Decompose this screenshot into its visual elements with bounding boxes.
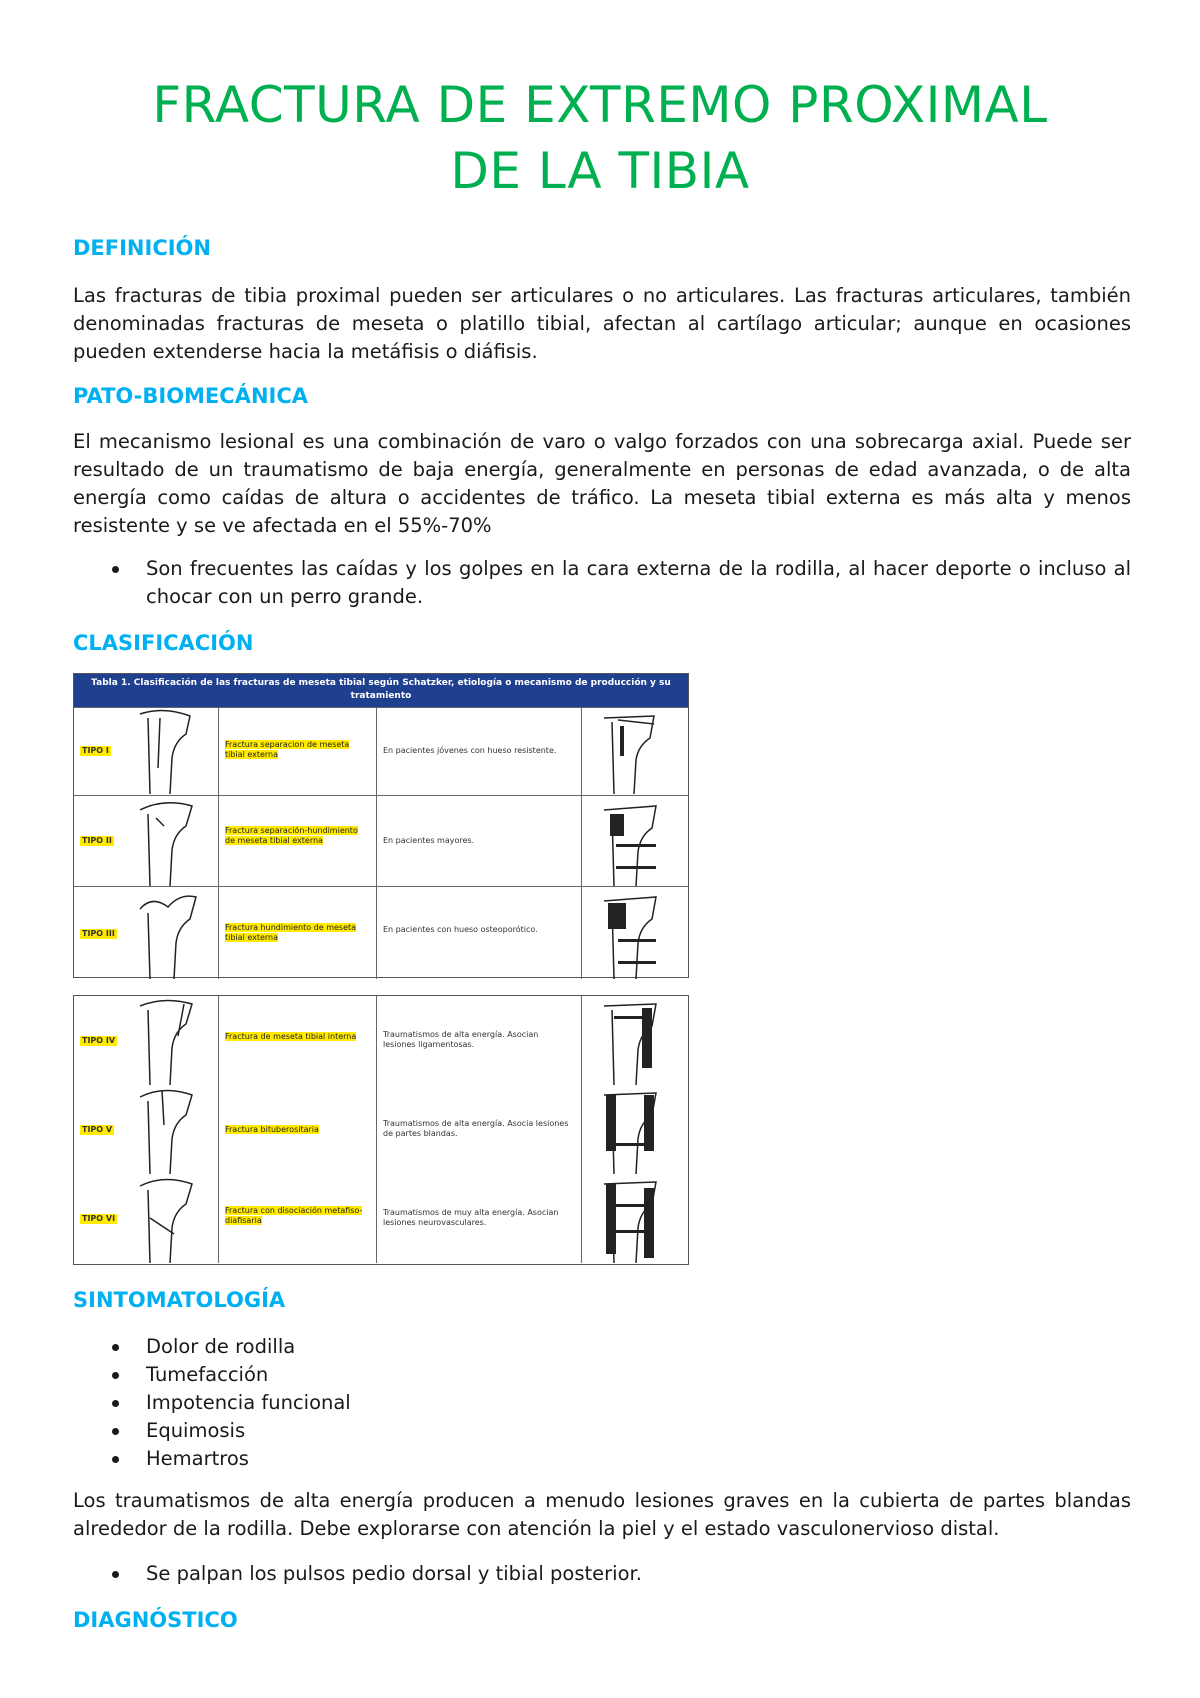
tipo-description: Fractura bituberositaria [225, 1125, 319, 1134]
fixation-illustration [594, 796, 674, 886]
table-row [74, 795, 688, 886]
table-title: Tabla 1. Clasificación de las fracturas de meseta tibial según Schatzker, etiología o mecanismo de producción y su tratamiento [74, 674, 688, 707]
tipo-label: TIPO II [82, 836, 112, 845]
bone-illustration [134, 1085, 214, 1174]
classification-table-part-1 [73, 673, 689, 978]
list-item: Impotencia funcional [112, 1389, 1131, 1417]
tipo-note: En pacientes con hueso osteoporótico. [383, 925, 538, 934]
bone-illustration [134, 708, 214, 795]
list-item: Tumefacción [112, 1361, 1131, 1389]
pato-paragraph: El mecanismo lesional es una combinación de varo o valgo forzados con una sobrecarga axial. Puede ser resultado de un traumatismo de baja energía, generalmente en personas de edad avanzada, o de alta energía como caídas de altura o accidentes de tráfico. La meseta tibial externa es más alta y menos resistente y se ve afectada en el 55%-70% [73, 430, 1131, 537]
tipo-description: Fractura hundimiento de meseta tibial externa [225, 923, 357, 942]
table-row [74, 1085, 688, 1174]
title-line-1: FRACTURA DE EXTREMO PROXIMAL [152, 76, 1048, 134]
tipo-note: Traumatismos de alta energía. Asocia lesiones de partes blandas. [383, 1119, 569, 1138]
sintomas-list [112, 1333, 1131, 1473]
bone-illustration [134, 796, 214, 886]
bone-illustration [132, 887, 214, 979]
list-item: Dolor de rodilla [112, 1333, 1131, 1361]
tipo-note: Traumatismos de muy alta energía. Asocian lesiones neurovasculares. [383, 1208, 559, 1227]
fixation-illustration [594, 887, 674, 979]
tipo-label: TIPO VI [82, 1214, 116, 1223]
fixation-illustration [594, 1174, 674, 1263]
page-title [0, 72, 1200, 204]
tipo-description: Fractura separacion de meseta tibial externa [225, 740, 350, 759]
definicion-paragraph: Las fracturas de tibia proximal pueden ser articulares o no articulares. Las fracturas articulares, también denominadas fracturas de meseta o platillo tibial, afectan al cartílago articular; aunque en ocasiones pueden extenderse hacia la metáfisis o diáfisis. [73, 284, 1131, 363]
table-row [74, 1174, 688, 1263]
tipo-note: Traumatismos de alta energía. Asocian lesiones ligamentosas. [383, 1030, 539, 1049]
table-row [74, 886, 688, 979]
tipo-note: En pacientes jóvenes con hueso resistente. [383, 746, 557, 755]
pato-bullet-list [112, 555, 1131, 611]
heading-diagnostico: DIAGNÓSTICO [73, 1608, 238, 1632]
tipo-note: En pacientes mayores. [383, 836, 475, 845]
classification-table-part-2 [73, 995, 689, 1265]
tipo-label: TIPO I [82, 746, 109, 755]
tipo-description: Fractura separación-hundimiento de meseta tibial externa [225, 826, 358, 845]
bone-illustration [134, 996, 214, 1085]
tipo-description: Fractura con disociación metafiso-diafisaria [225, 1206, 363, 1225]
tipo-label: TIPO IV [82, 1036, 116, 1045]
tipo-description: Fractura de meseta tibial interna [225, 1032, 357, 1041]
tipo-label: TIPO V [82, 1125, 113, 1134]
list-item: Hemartros [112, 1445, 1131, 1473]
title-line-2: DE LA TIBIA [450, 142, 750, 200]
fixation-illustration [594, 708, 674, 795]
bone-illustration [134, 1174, 214, 1263]
heading-pato-biomecanica: PATO-BIOMECÁNICA [73, 384, 308, 408]
tipo-label: TIPO III [82, 929, 115, 938]
table-row [74, 996, 688, 1085]
fixation-illustration [594, 1085, 674, 1174]
sintomatologia-paragraph: Los traumatismos de alta energía producen a menudo lesiones graves en la cubierta de partes blandas alrededor de la rodilla. Debe explorarse con atención la piel y el estado vasculonervioso distal. [73, 1489, 1131, 1540]
list-item: Son frecuentes las caídas y los golpes en la cara externa de la rodilla, al hacer deporte o incluso al chocar con un perro grande. [112, 555, 1131, 611]
list-item: Equimosis [112, 1417, 1131, 1445]
heading-clasificacion: CLASIFICACIÓN [73, 631, 254, 655]
heading-definicion: DEFINICIÓN [73, 236, 211, 260]
table-row [74, 707, 688, 795]
sintomatologia-bullet-list [112, 1560, 1131, 1588]
heading-sintomatologia: SINTOMATOLOGÍA [73, 1288, 286, 1312]
fixation-illustration [594, 996, 674, 1085]
list-item: Se palpan los pulsos pedio dorsal y tibial posterior. [112, 1560, 1131, 1588]
